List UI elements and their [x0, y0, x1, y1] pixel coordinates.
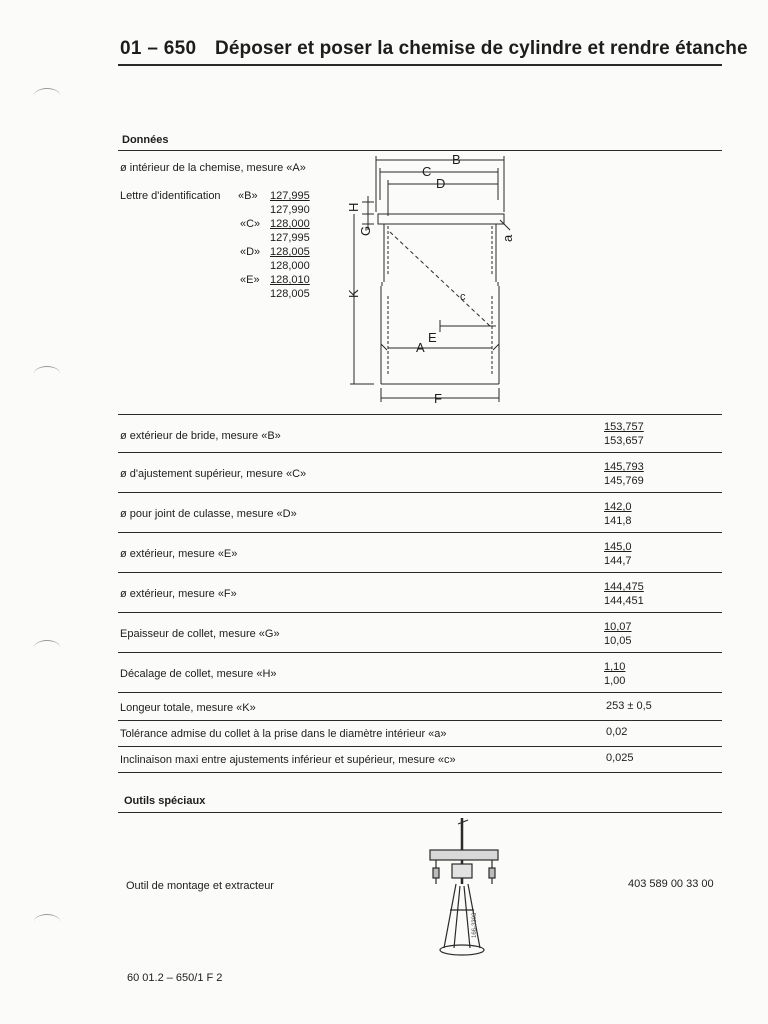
spec-label: ø pour joint de culasse, mesure «D»: [120, 508, 297, 520]
page-footer: 60 01.2 – 650/1 F 2: [127, 972, 223, 984]
spec-values: [604, 500, 632, 528]
ident-value-top: 128,005: [270, 246, 310, 258]
divider: [118, 452, 722, 453]
dim-label-g: G: [358, 225, 373, 236]
ident-value-bottom: 127,990: [270, 204, 310, 216]
ident-letter: «D»: [240, 246, 261, 258]
spec-values: [604, 540, 632, 568]
ident-letter: «B»: [238, 190, 258, 202]
spec-label: ø extérieur, mesure «F»: [120, 588, 237, 600]
spec-values: [604, 420, 644, 448]
spec-values: [604, 660, 625, 688]
divider: [118, 746, 722, 747]
spec-max: 10,07: [604, 621, 632, 633]
spec-max: 145,0: [604, 541, 632, 553]
spec-max: 1,10: [604, 661, 626, 673]
punch-hole: [34, 366, 60, 381]
punch-hole: [34, 88, 60, 103]
tool-illustration: [420, 814, 510, 960]
dim-label-k: K: [346, 289, 361, 298]
dim-label-a: A: [416, 340, 425, 355]
dim-label-c: C: [422, 164, 432, 179]
dim-label-d: D: [436, 176, 446, 191]
ident-value-bottom: 128,000: [270, 260, 310, 272]
spec-label: Tolérance admise du collet à la prise dans le diamètre intérieur «a»: [120, 728, 447, 740]
spec-values: [604, 620, 632, 648]
divider: [118, 772, 722, 773]
spec-min: 145,769: [604, 475, 644, 487]
spec-min: 144,7: [604, 555, 632, 567]
divider: [118, 692, 722, 693]
ident-value-top: 128,000: [270, 218, 310, 230]
spec-max: 142,0: [604, 501, 632, 513]
dim-label-c-lower: c: [460, 291, 466, 303]
spec-value: 0,02: [606, 726, 628, 738]
header-rule: [118, 64, 722, 66]
divider: [118, 572, 722, 573]
spec-label: ø extérieur de bride, mesure «B»: [120, 430, 281, 442]
tool-label: Outil de montage et extracteur: [126, 880, 274, 892]
liner-drawing: [340, 150, 530, 414]
spec-min: 1,00: [604, 675, 626, 687]
dim-label-h: H: [346, 202, 361, 212]
spec-label: Décalage de collet, mesure «H»: [120, 668, 277, 680]
ident-letter: «E»: [240, 274, 260, 286]
dim-label-b: B: [452, 152, 461, 167]
page-title: Déposer et poser la chemise de cylindre et rendre étanche: [215, 38, 748, 59]
spec-label: Epaisseur de collet, mesure «G»: [120, 628, 280, 640]
inner-diameter-label: ø intérieur de la chemise, mesure «A»: [120, 162, 306, 174]
spec-max: 144,475: [604, 581, 644, 593]
ident-value-top: 127,995: [270, 190, 310, 202]
divider: [118, 414, 722, 415]
section-donnees: Données: [122, 134, 169, 146]
ident-value-top: 128,010: [270, 274, 310, 286]
spec-label: Longeur totale, mesure «K»: [120, 702, 256, 714]
divider: [118, 492, 722, 493]
divider: [118, 612, 722, 613]
spec-max: 153,757: [604, 421, 644, 433]
spec-values: [604, 580, 644, 608]
spec-label: ø extérieur, mesure «E»: [120, 548, 238, 560]
section-outils: Outils spéciaux: [124, 795, 206, 807]
section-code: 01 – 650: [120, 38, 197, 59]
divider: [118, 652, 722, 653]
spec-min: 10,05: [604, 635, 632, 647]
ident-value-bottom: 128,005: [270, 288, 310, 300]
dim-label-e: E: [428, 330, 437, 345]
divider: [118, 720, 722, 721]
spec-label: Inclinaison maxi entre ajustements inférieur et supérieur, mesure «c»: [120, 754, 456, 766]
spec-value: 0,025: [606, 752, 634, 764]
spec-value: 253 ± 0,5: [606, 700, 652, 712]
spec-min: 144,451: [604, 595, 644, 607]
punch-hole: [34, 914, 60, 929]
divider: [118, 532, 722, 533]
spec-min: 153,657: [604, 435, 644, 447]
ident-label: Lettre d'identification: [120, 190, 221, 202]
dim-label-f: F: [434, 391, 442, 406]
ident-value-bottom: 127,995: [270, 232, 310, 244]
spec-label: ø d'ajustement supérieur, mesure «C»: [120, 468, 307, 480]
spec-max: 145,793: [604, 461, 644, 473]
divider: [118, 812, 722, 813]
dim-label-a-lower: a: [500, 234, 515, 242]
svg-text:166-3303: 166-3303: [472, 912, 478, 938]
tool-number: 403 589 00 33 00: [628, 878, 714, 890]
punch-hole: [34, 640, 60, 655]
ident-letter: «C»: [240, 218, 261, 230]
spec-values: [604, 460, 644, 488]
spec-min: 141,8: [604, 515, 632, 527]
